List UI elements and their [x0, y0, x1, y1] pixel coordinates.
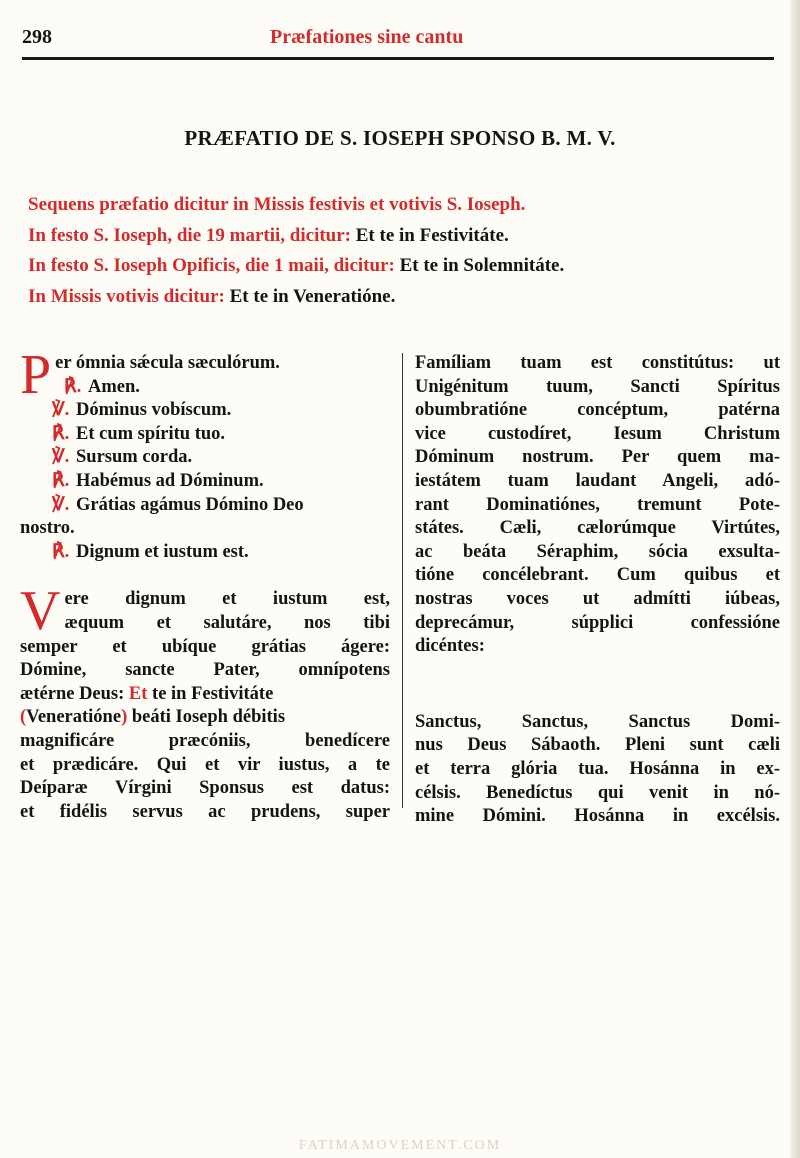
preface-text-right	[415, 352, 780, 659]
rubric-line	[28, 221, 768, 252]
column-divider	[402, 353, 403, 808]
dialogue-text: Dignum et iustum est.	[76, 541, 249, 562]
versicle-symbol: ℣.	[52, 400, 70, 421]
rubric-line	[28, 282, 768, 313]
right-column	[415, 352, 780, 829]
rubric-red: Et	[128, 683, 148, 704]
rubric-text: Et te in Solemnitáte.	[394, 255, 565, 276]
preface-line	[20, 683, 390, 707]
left-column	[20, 344, 390, 824]
sanctus-line: mine Dómini. Hosánna in excélsis.	[415, 806, 780, 827]
rubric-text: Et te in Veneratióne.	[224, 285, 396, 307]
page-title: PRÆFATIO DE S. IOSEPH SPONSO B. M. V.	[184, 126, 616, 150]
preface-text: Veneratióne	[26, 707, 122, 728]
preface-text: ætérne Deus:	[20, 683, 129, 704]
dialogue-line	[20, 399, 390, 423]
preface-line: æquum et salutáre, nos tibi	[64, 612, 390, 633]
sanctus-line: nus Deus Sábaoth. Pleni sunt cæli	[415, 735, 780, 756]
response-symbol: ℟.	[64, 376, 82, 397]
preface-line: ac beáta Séraphim, sócia exsulta-	[415, 541, 780, 562]
dialogue-text: Habémus ad Dóminum.	[76, 470, 264, 491]
preface-line: Deíparæ Vírgini Sponsus est datus:	[20, 778, 390, 799]
preface-text-left	[20, 580, 390, 824]
preface-line: deprecámur, súpplici confessióne	[415, 612, 780, 633]
preface-line: iestátem tuam laudant Angeli, adó-	[415, 470, 780, 491]
preface-line: ere dignum et iustum est,	[64, 589, 390, 610]
preface-line: Unigénitum tuum, Sancti Spíritus	[415, 376, 780, 397]
response-symbol: ℟.	[52, 423, 70, 444]
dropcap-v: V	[20, 580, 61, 643]
rubric-red: In Missis votivis dicitur:	[28, 285, 225, 307]
versicle-symbol: ℣.	[52, 494, 70, 515]
preface-line: vice custodíret, Iesum Christum	[415, 423, 780, 444]
dialogue-line	[20, 423, 390, 447]
rubric-red: In festo S. Ioseph, die 19 martii, dicitur:	[28, 224, 351, 246]
running-head: Præfationes sine cantu	[270, 26, 464, 48]
dialogue-text: Amen.	[88, 376, 140, 397]
dialogue-line	[20, 541, 390, 565]
dialogue-line: er ómnia sǽcula sæculórum.	[55, 353, 280, 373]
watermark: FATIMAMOVEMENT.COM	[298, 1138, 502, 1153]
preface-line	[20, 706, 390, 730]
sanctus-line: Sanctus, Sanctus, Sanctus Domi-	[415, 711, 780, 732]
rubric-red: (	[20, 707, 27, 728]
sanctus-line: et terra glória tua. Hosánna in ex-	[415, 758, 780, 779]
dialogue-line	[20, 446, 390, 470]
response-symbol: ℟.	[52, 541, 70, 562]
rubric-red: In festo S. Ioseph Opificis, die 1 maii, dicitur:	[28, 255, 395, 276]
preface-line: Dóminum nostrum. Per quem ma-	[415, 447, 780, 468]
dialogue-text: Sursum corda.	[76, 447, 193, 468]
preface-line: et fidélis servus ac prudens, super	[20, 801, 390, 822]
dialogue-line	[20, 376, 390, 400]
versicle-symbol: ℣.	[52, 447, 70, 468]
preface-line: dicéntes:	[415, 636, 485, 657]
rubrics	[28, 190, 768, 312]
page-edge	[790, 0, 800, 1158]
preface-line: Famíliam tuam est constitútus: ut	[415, 353, 780, 373]
dialogue-line	[20, 494, 390, 518]
rubric-line	[28, 251, 768, 282]
page-number: 298	[22, 26, 52, 48]
sanctus	[415, 711, 780, 829]
dialogue-line: nostro.	[20, 518, 75, 539]
preface-line: obumbratióne concéptum, patérna	[415, 400, 780, 421]
preface-line: státes. Cæli, cælorúmque Virtútes,	[415, 518, 780, 539]
header-rule	[22, 57, 774, 60]
preface-line: rant Dominatiónes, tremunt Pote-	[415, 494, 780, 515]
preface-text: beáti Ioseph débitis	[127, 707, 286, 728]
preface-line: semper et ubíque grátias ágere:	[20, 636, 390, 657]
preface-text: te in Festivitáte	[147, 683, 274, 704]
dropcap-p: P	[20, 344, 52, 406]
preface-line: nostras voces ut admítti iúbeas,	[415, 588, 780, 609]
dialogue-text: Dóminus vobíscum.	[76, 400, 232, 421]
preface-line: et prædicáre. Qui et vir iustus, a te	[20, 754, 390, 775]
response-symbol: ℟.	[52, 470, 70, 491]
sanctus-line: célsis. Benedíctus qui venit in nó-	[415, 782, 780, 803]
dialogue	[20, 344, 390, 564]
dialogue-text: Et cum spíritu tuo.	[76, 423, 226, 444]
preface-line: magnificáre præcóniis, benedícere	[20, 730, 390, 751]
preface-line: Dómine, sancte Pater, omnípotens	[20, 660, 390, 681]
preface-line: tióne concélebrant. Cum quibus et	[415, 565, 780, 586]
rubric-text: Et te in Festivitáte.	[351, 224, 509, 246]
dialogue-line	[20, 470, 390, 494]
rubric-line: Sequens præfatio dicitur in Missis festivis et votivis S. Ioseph.	[28, 194, 526, 215]
rubric-red: )	[121, 707, 128, 728]
page-header	[22, 26, 772, 58]
dialogue-text: Grátias agámus Dómino Deo	[76, 494, 304, 515]
